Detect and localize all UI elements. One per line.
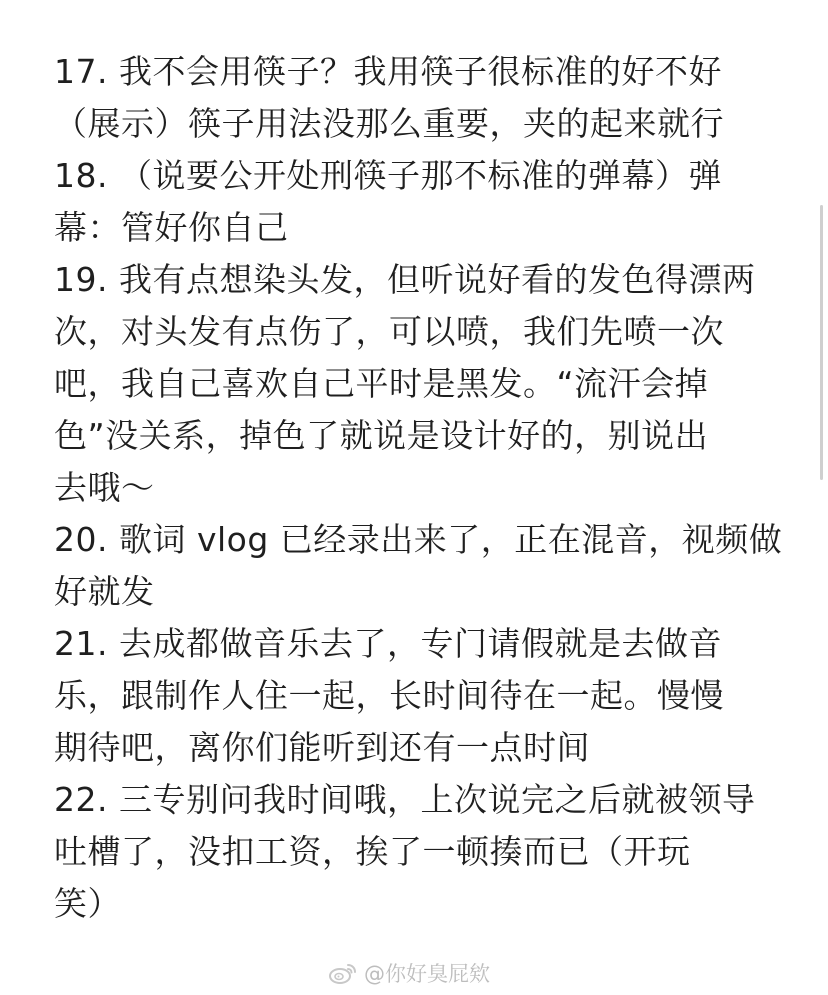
- post-text: [54, 46, 784, 930]
- text-line: 20. 歌词 vlog 已经录出来了，正在混音，视频做: [54, 520, 783, 559]
- text-line: 22. 三专别问我时间哦，上次说完之后就被领导: [54, 780, 756, 819]
- text-line: 18. （说要公开处刑筷子那不标准的弹幕）弹: [54, 156, 722, 195]
- watermark-text: @你好臭屁欸: [364, 962, 490, 986]
- text-line: 色”没关系，掉色了就说是设计好的，别说出: [54, 416, 709, 455]
- text-line: 次，对头发有点伤了，可以喷，我们先喷一次: [54, 312, 724, 351]
- text-line: 期待吧，离你们能听到还有一点时间: [54, 728, 590, 767]
- text-line: （展示）筷子用法没那么重要，夹的起来就行: [54, 104, 724, 143]
- weibo-watermark: [328, 958, 490, 988]
- text-line: 吐槽了，没扣工资，挨了一顿揍而已（开玩: [54, 832, 691, 871]
- text-line: 吧，我自己喜欢自己平时是黑发。“流汗会掉: [54, 364, 709, 403]
- text-line: 去哦～: [54, 468, 155, 507]
- text-line: 乐，跟制作人住一起，长时间待在一起。慢慢: [54, 676, 724, 715]
- weibo-icon: [328, 961, 358, 985]
- text-line: 笑）: [54, 884, 121, 923]
- text-line: 幕：管好你自己: [54, 208, 289, 247]
- scrollbar[interactable]: [820, 205, 823, 480]
- text-line: 好就发: [54, 572, 155, 611]
- text-line: 17. 我不会用筷子？我用筷子很标准的好不好: [54, 52, 722, 91]
- text-line: 19. 我有点想染头发，但听说好看的发色得漂两: [54, 260, 756, 299]
- text-line: 21. 去成都做音乐去了，专门请假就是去做音: [54, 624, 722, 663]
